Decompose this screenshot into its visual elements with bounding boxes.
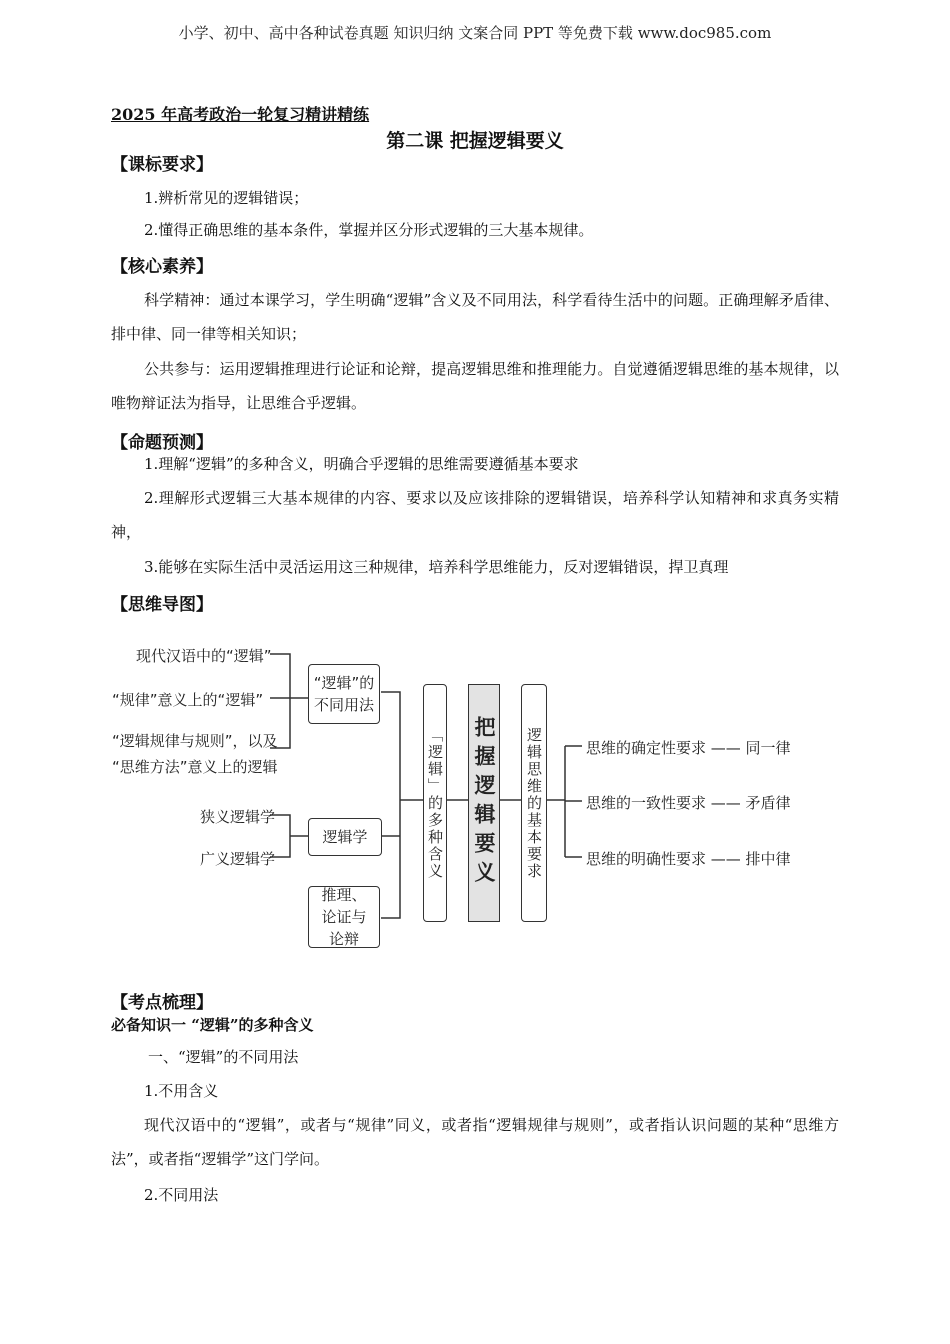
knowledge-title: 必备知识一 “逻辑”的多种含义 [111,1016,314,1034]
mindmap-leaf: “思维方法”意义上的逻辑 [112,758,278,776]
curriculum-item: 2.懂得正确思维的基本条件，掌握并区分形式逻辑的三大基本规律。 [144,221,594,239]
mindmap-box-requirements-label: 逻辑思维的基本要求 [525,726,543,880]
mindmap-right-leaf: 思维的明确性要求 —— 排中律 [586,850,791,868]
mindmap-box-logic-science: 逻辑学 [308,818,382,856]
site-banner: 小学、初中、高中各种试卷真题 知识归纳 文案合同 PPT 等免费下载 www.doc985.com [178,24,772,42]
subsection-item-title: 1.不用含义 [144,1082,219,1100]
mindmap-leaf: “逻辑规律与规则”，以及 [112,732,278,750]
prediction-item: 2.理解形式逻辑三大基本规律的内容、要求以及应该排除的逻辑错误，培养科学认知精神和求真务实精神， [111,489,839,541]
section-heading-points: 【考点梳理】 [111,993,213,1013]
subsection-title: 一、“逻辑”的不同用法 [148,1048,299,1066]
curriculum-item: 1.辨析常见的逻辑错误； [144,189,309,207]
literacy-paragraph: 科学精神：通过本课学习，学生明确“逻辑”含义及不同用法，科学看待生活中的问题。正确理解矛盾律、排中律、同一律等相关知识； [111,291,839,343]
mindmap-center-label: 把握逻辑要义 [472,716,496,890]
mindmap-leaf: 现代汉语中的“逻辑” [136,647,272,665]
mindmap-right-leaf: 思维的一致性要求 —— 矛盾律 [586,794,791,812]
literacy-paragraph: 公共参与：运用逻辑推理进行论证和论辩，提高逻辑思维和推理能力。自觉遵循逻辑思维的基本规律，以唯物辩证法为指导，让思维合乎逻辑。 [111,360,839,412]
section-heading-literacy: 【核心素养】 [111,257,213,277]
mindmap-box-usage: “逻辑”的不同用法 [308,664,380,724]
prediction-item: 1.理解“逻辑”的多种含义，明确合乎逻辑的思维需要遵循基本要求 [144,455,579,473]
mindmap-leaf: 广义逻辑学 [200,850,276,868]
prediction-item: 3.能够在实际生活中灵活运用这三种规律，培养科学思维能力，反对逻辑错误，捍卫真理 [144,558,729,576]
section-heading-mindmap: 【思维导图】 [111,595,213,615]
mindmap-leaf: “规律”意义上的“逻辑” [112,691,264,709]
subsection-item-title: 2.不同用法 [144,1186,219,1204]
mindmap-box-requirements [521,684,547,922]
mindmap-leaf: 狭义逻辑学 [200,808,276,826]
section-heading-curriculum: 【课标要求】 [111,155,213,175]
mindmap-box-reasoning: 推理、论证与论辩 [308,886,380,948]
section-heading-prediction: 【命题预测】 [111,433,213,453]
mindmap-center-box [468,684,500,922]
mindmap-box-meanings-label: 「逻辑」的多种含义 [426,726,444,880]
definition-paragraph: 现代汉语中的“逻辑”，或者与“规律”同义，或者指“逻辑规律与规则”，或者指认识问题的某种“思维方法”，或者指“逻辑学”这门学问。 [111,1116,839,1168]
mindmap-right-leaf: 思维的确定性要求 —— 同一律 [586,739,791,757]
document-series-title: 2025 年高考政治一轮复习精讲精练 [111,105,370,124]
lesson-title: 第二课 把握逻辑要义 [386,130,564,152]
mindmap-box-meanings [423,684,447,922]
